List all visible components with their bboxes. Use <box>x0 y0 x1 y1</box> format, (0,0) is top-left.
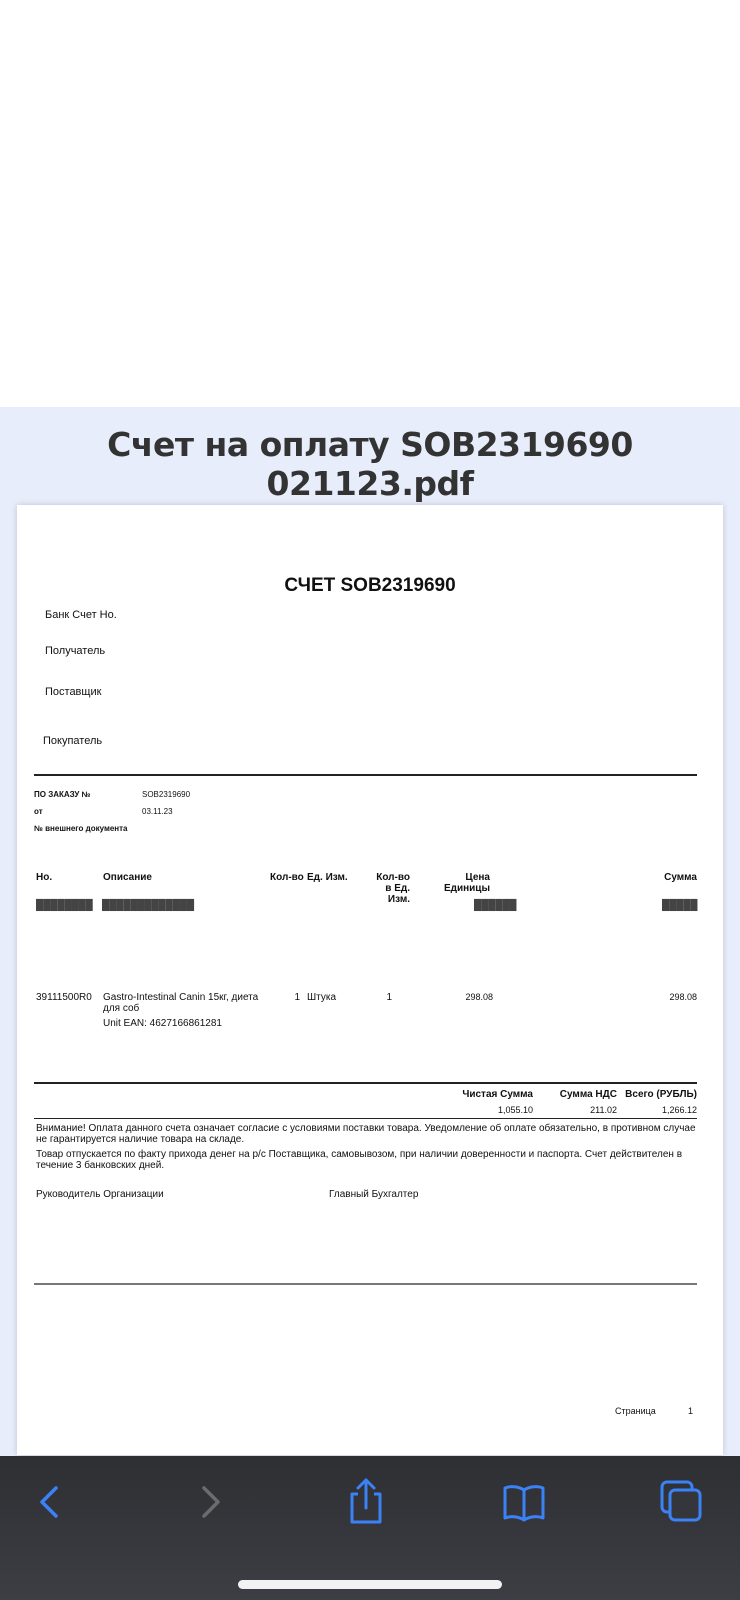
column-header-no: Но. <box>36 872 53 883</box>
home-indicator <box>238 1580 502 1589</box>
clipped-row: ████████ █████████████ ██████ █████ <box>36 900 698 911</box>
item-ean: Unit EAN: 4627166861281 <box>103 1018 222 1029</box>
file-title: Счет на оплату SOB2319690 021123.pdf <box>107 425 633 503</box>
grand-total-label: Всего (РУБЛЬ) <box>625 1089 697 1100</box>
column-header-unit-price <box>417 872 490 894</box>
header-line: Изм. <box>387 894 410 905</box>
column-header-amount: Сумма <box>664 872 697 883</box>
head-signature-label: Руководитель Организации <box>36 1189 164 1200</box>
divider <box>34 1118 697 1119</box>
divider <box>34 1082 697 1084</box>
buyer-label: Покупатель <box>43 735 103 747</box>
vat-total-value: 211.02 <box>590 1105 617 1115</box>
external-doc-label: № внешнего документа <box>34 824 128 833</box>
order-label: ПО ЗАКАЗУ № <box>34 790 91 799</box>
net-total-label: Чистая Сумма <box>462 1089 533 1100</box>
vat-total-label: Сумма НДС <box>559 1089 617 1100</box>
column-header-description: Описание <box>103 872 152 883</box>
header-line: Цена <box>465 872 490 883</box>
accountant-signature-label: Главный Бухгалтер <box>329 1189 419 1200</box>
item-unit: Штука <box>307 992 337 1003</box>
page-label: Страница <box>615 1406 656 1416</box>
header-line: Единицы <box>443 883 490 894</box>
share-icon[interactable] <box>344 1476 388 1520</box>
header-line: Кол-во <box>376 872 410 883</box>
supplier-label: Поставщик <box>45 686 102 698</box>
order-value: SOB2319690 <box>142 790 191 799</box>
column-header-qty-per-unit <box>337 872 410 905</box>
grand-total-value: 1,266.12 <box>661 1105 697 1115</box>
payment-notice: Внимание! Оплата данного счета означает согласие с условиями поставки товара. Уведомление об оплате обязательно, в противном случае не гарантируется наличие товара на складе. <box>36 1123 696 1145</box>
pdf-page[interactable] <box>17 505 723 1455</box>
page-number: 1 <box>688 1406 694 1416</box>
item-amount: 298.08 <box>669 992 697 1002</box>
item-no: 39111500R0 <box>36 992 92 1003</box>
item-qty-per-unit: 1 <box>386 992 392 1003</box>
release-notice: Товар отпускается по факту прихода денег на р/с Поставщика, самовывозом, при наличии доверенности и паспорта. Счет действителен в течение 3 банковских дней. <box>36 1149 683 1171</box>
item-qty: 1 <box>294 992 300 1003</box>
bookmarks-icon[interactable] <box>502 1480 546 1524</box>
date-value: 03.11.23 <box>142 807 173 816</box>
item-description-line: Gastro-Intestinal Canin 15кг, диета <box>103 992 259 1003</box>
blank-area <box>0 0 740 407</box>
browser-toolbar <box>0 1456 740 1600</box>
document-title: СЧЕТ SOB2319690 <box>284 575 456 596</box>
divider <box>34 774 697 776</box>
column-header-unit: Ед. Изм. <box>307 872 348 883</box>
divider <box>34 1283 697 1285</box>
item-description <box>103 992 258 1014</box>
header-line: в Ед. <box>385 883 410 894</box>
bank-account-label: Банк Счет Но. <box>45 609 117 621</box>
net-total-value: 1,055.10 <box>497 1105 533 1115</box>
recipient-label: Получатель <box>45 645 106 657</box>
item-unit-price: 298.08 <box>465 992 493 1002</box>
back-icon[interactable] <box>28 1480 72 1524</box>
date-label: от <box>34 807 43 816</box>
tabs-icon[interactable] <box>658 1478 702 1522</box>
column-header-qty: Кол-во <box>270 872 304 883</box>
item-description-line: для соб <box>103 1003 140 1014</box>
forward-icon[interactable] <box>188 1480 232 1524</box>
